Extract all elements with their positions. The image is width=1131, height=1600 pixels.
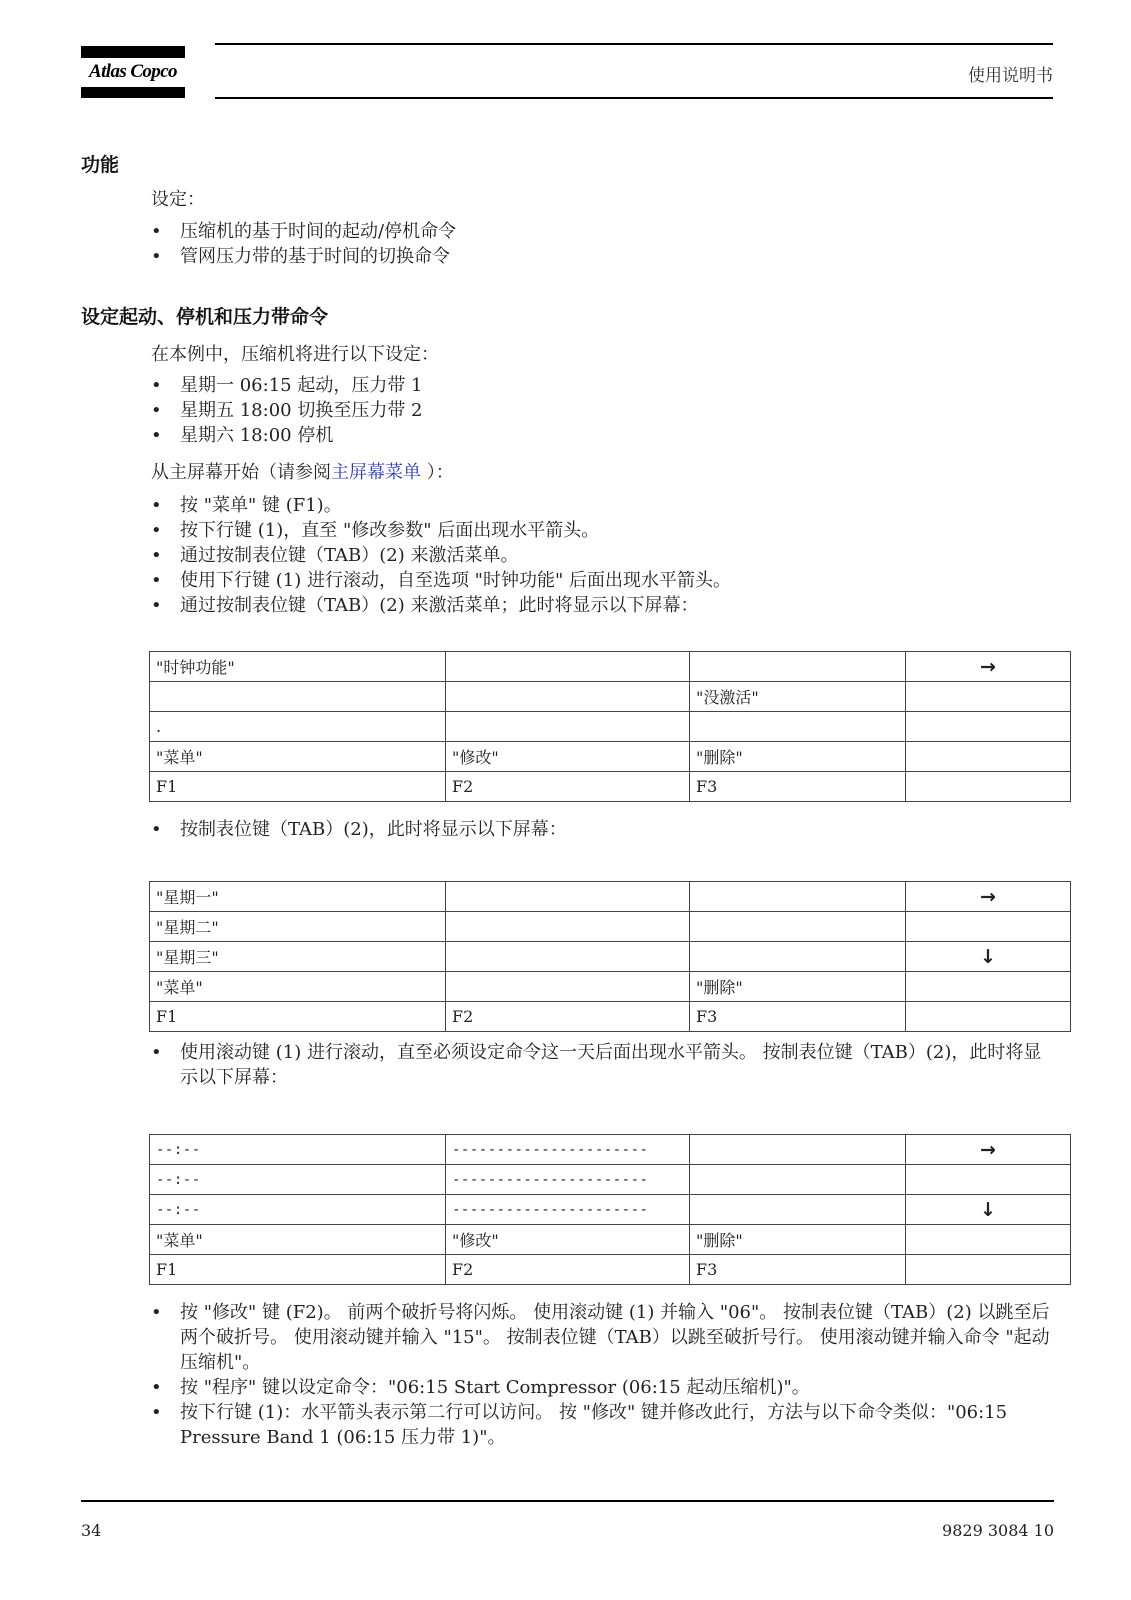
- table-cell: "星期二": [150, 912, 446, 942]
- document-number: 9829 3084 10: [942, 1521, 1054, 1540]
- table-cell: "修改": [446, 742, 690, 772]
- table-cell: "时钟功能": [150, 652, 446, 682]
- list-item: • 按 "修改" 键 (F2)。 前两个破折号将闪烁。 使用滚动键 (1) 并输入 "06"。 按制表位键（TAB）(2) 以跳至后两个破折号。 使用滚动键并输入 "15"。 按制表位键（TAB）以跳至破折号行。 使用滚动键并输入命令 "起动压缩机"。: [151, 1300, 1051, 1375]
- steps-list: [151, 493, 1051, 618]
- table-cell: F2: [446, 1002, 690, 1032]
- list-item: • 按制表位键（TAB）(2)，此时将显示以下屏幕：: [151, 817, 1051, 842]
- table-cell: "星期一": [150, 882, 446, 912]
- table-cell: [906, 1255, 1071, 1285]
- screen-time-commands: [149, 1134, 1071, 1285]
- logo-wordmark: Atlas Copco: [89, 61, 177, 82]
- list-item: • 按下行键 (1)，直至 "修改参数" 后面出现水平箭头。: [151, 518, 1051, 543]
- step-scroll-list: [151, 1040, 1051, 1090]
- table-row: [150, 1195, 1071, 1225]
- start-prefix: 从主屏幕开始（请参阅: [151, 462, 331, 483]
- table-cell: "没激活": [690, 682, 906, 712]
- down-arrow-icon: ↓: [906, 942, 1071, 972]
- table-row: [150, 912, 1071, 942]
- table-cell: [446, 882, 690, 912]
- table-cell: [150, 682, 446, 712]
- table-cell: "星期三": [150, 942, 446, 972]
- main-screen-menu-link[interactable]: 主屏幕菜单: [331, 462, 421, 483]
- table-cell: "删除": [690, 1225, 906, 1255]
- table-cell: "菜单": [150, 742, 446, 772]
- table-cell: [906, 1165, 1071, 1195]
- table-row: [150, 772, 1071, 802]
- table-cell: [446, 682, 690, 712]
- table-cell: ----------------------: [446, 1135, 690, 1165]
- table-cell: [690, 1195, 906, 1225]
- table-cell: [446, 972, 690, 1002]
- table-cell: [906, 912, 1071, 942]
- list-item: • 通过按制表位键（TAB）(2) 来激活菜单；此时将显示以下屏幕：: [151, 593, 1051, 618]
- table-row: [150, 682, 1071, 712]
- table-cell: [690, 882, 906, 912]
- table-cell: "菜单": [150, 1225, 446, 1255]
- table-cell: [906, 1002, 1071, 1032]
- start-from-main-screen: [151, 458, 454, 484]
- table-cell: "修改": [446, 1225, 690, 1255]
- table-row: [150, 652, 1071, 682]
- list-item: • 按 "菜单" 键 (F1)。: [151, 493, 1051, 518]
- right-arrow-icon: →: [906, 652, 1071, 682]
- table-row: [150, 882, 1071, 912]
- table-cell: [446, 912, 690, 942]
- list-item: • 管网压力带的基于时间的切换命令: [151, 244, 1051, 269]
- list-item: • 压缩机的基于时间的起动/停机命令: [151, 219, 1051, 244]
- table-cell: [906, 772, 1071, 802]
- final-steps-list: [151, 1300, 1051, 1450]
- table-cell: [906, 742, 1071, 772]
- table-row: [150, 942, 1071, 972]
- list-item: • 星期六 18:00 停机: [151, 423, 1051, 448]
- table-cell: F1: [150, 772, 446, 802]
- logo-bar-bottom: [81, 87, 185, 98]
- step-tab-list: [151, 817, 1051, 842]
- example-settings-list: [151, 373, 1051, 448]
- table-row: [150, 1225, 1071, 1255]
- table-cell: F3: [690, 772, 906, 802]
- down-arrow-icon: ↓: [906, 1195, 1071, 1225]
- header-rule-top: [215, 43, 1053, 45]
- table-row: [150, 1165, 1071, 1195]
- list-item: • 使用下行键 (1) 进行滚动，自至选项 "时钟功能" 后面出现水平箭头。: [151, 568, 1051, 593]
- example-intro: 在本例中，压缩机将进行以下设定：: [151, 344, 439, 365]
- table-row: [150, 1255, 1071, 1285]
- table-cell: --:--: [150, 1195, 446, 1225]
- table-cell: [690, 712, 906, 742]
- table-cell: "菜单": [150, 972, 446, 1002]
- start-suffix: ）：: [421, 462, 454, 483]
- table-cell: F2: [446, 1255, 690, 1285]
- header-rule-bottom: [215, 97, 1053, 99]
- function-list: [151, 219, 1051, 269]
- list-item: • 使用滚动键 (1) 进行滚动，直至必须设定命令这一天后面出现水平箭头。 按制表位键（TAB）(2)，此时将显示以下屏幕：: [151, 1040, 1051, 1090]
- table-cell: F3: [690, 1255, 906, 1285]
- table-cell: [690, 1135, 906, 1165]
- table-row: [150, 742, 1071, 772]
- table-cell: ----------------------: [446, 1195, 690, 1225]
- table-cell: [690, 1165, 906, 1195]
- table-row: [150, 1002, 1071, 1032]
- logo-bar-top: [81, 46, 185, 58]
- table-cell: F1: [150, 1002, 446, 1032]
- list-item: • 星期五 18:00 切换至压力带 2: [151, 398, 1051, 423]
- table-cell: [446, 712, 690, 742]
- table-row: [150, 712, 1071, 742]
- table-cell: F1: [150, 1255, 446, 1285]
- table-cell: [690, 912, 906, 942]
- page-number: 34: [81, 1521, 102, 1540]
- atlas-copco-logo: [81, 46, 185, 98]
- section-heading-set-commands: 设定起动、停机和压力带命令: [81, 306, 329, 328]
- table-cell: [446, 652, 690, 682]
- header-title: 使用说明书: [968, 66, 1053, 86]
- table-cell: [906, 972, 1071, 1002]
- screen-weekdays: [149, 881, 1071, 1032]
- table-row: [150, 1135, 1071, 1165]
- list-item: • 按 "程序" 键以设定命令："06:15 Start Compressor (06:15 起动压缩机)"。: [151, 1375, 1051, 1400]
- table-cell: F2: [446, 772, 690, 802]
- table-cell: [690, 942, 906, 972]
- table-cell: F3: [690, 1002, 906, 1032]
- table-cell: [690, 652, 906, 682]
- table-cell: "删除": [690, 742, 906, 772]
- table-cell: --:--: [150, 1135, 446, 1165]
- list-item: • 星期一 06:15 起动，压力带 1: [151, 373, 1051, 398]
- footer-rule: [81, 1500, 1054, 1502]
- list-item: • 按下行键 (1)：水平箭头表示第二行可以访问。 按 "修改" 键并修改此行，方法与以下命令类似："06:15 Pressure Band 1 (06:15 压力带 1)"。: [151, 1400, 1051, 1450]
- right-arrow-icon: →: [906, 882, 1071, 912]
- settings-intro: 设定：: [151, 189, 205, 210]
- table-cell: --:--: [150, 1165, 446, 1195]
- screen-clock-function: [149, 651, 1071, 802]
- table-cell: [906, 682, 1071, 712]
- table-cell: .: [150, 712, 446, 742]
- table-cell: [906, 712, 1071, 742]
- section-heading-function: 功能: [81, 154, 120, 176]
- table-cell: [906, 1225, 1071, 1255]
- right-arrow-icon: →: [906, 1135, 1071, 1165]
- table-cell: "删除": [690, 972, 906, 1002]
- list-item: • 通过按制表位键（TAB）(2) 来激活菜单。: [151, 543, 1051, 568]
- table-cell: ----------------------: [446, 1165, 690, 1195]
- table-cell: [446, 942, 690, 972]
- table-row: [150, 972, 1071, 1002]
